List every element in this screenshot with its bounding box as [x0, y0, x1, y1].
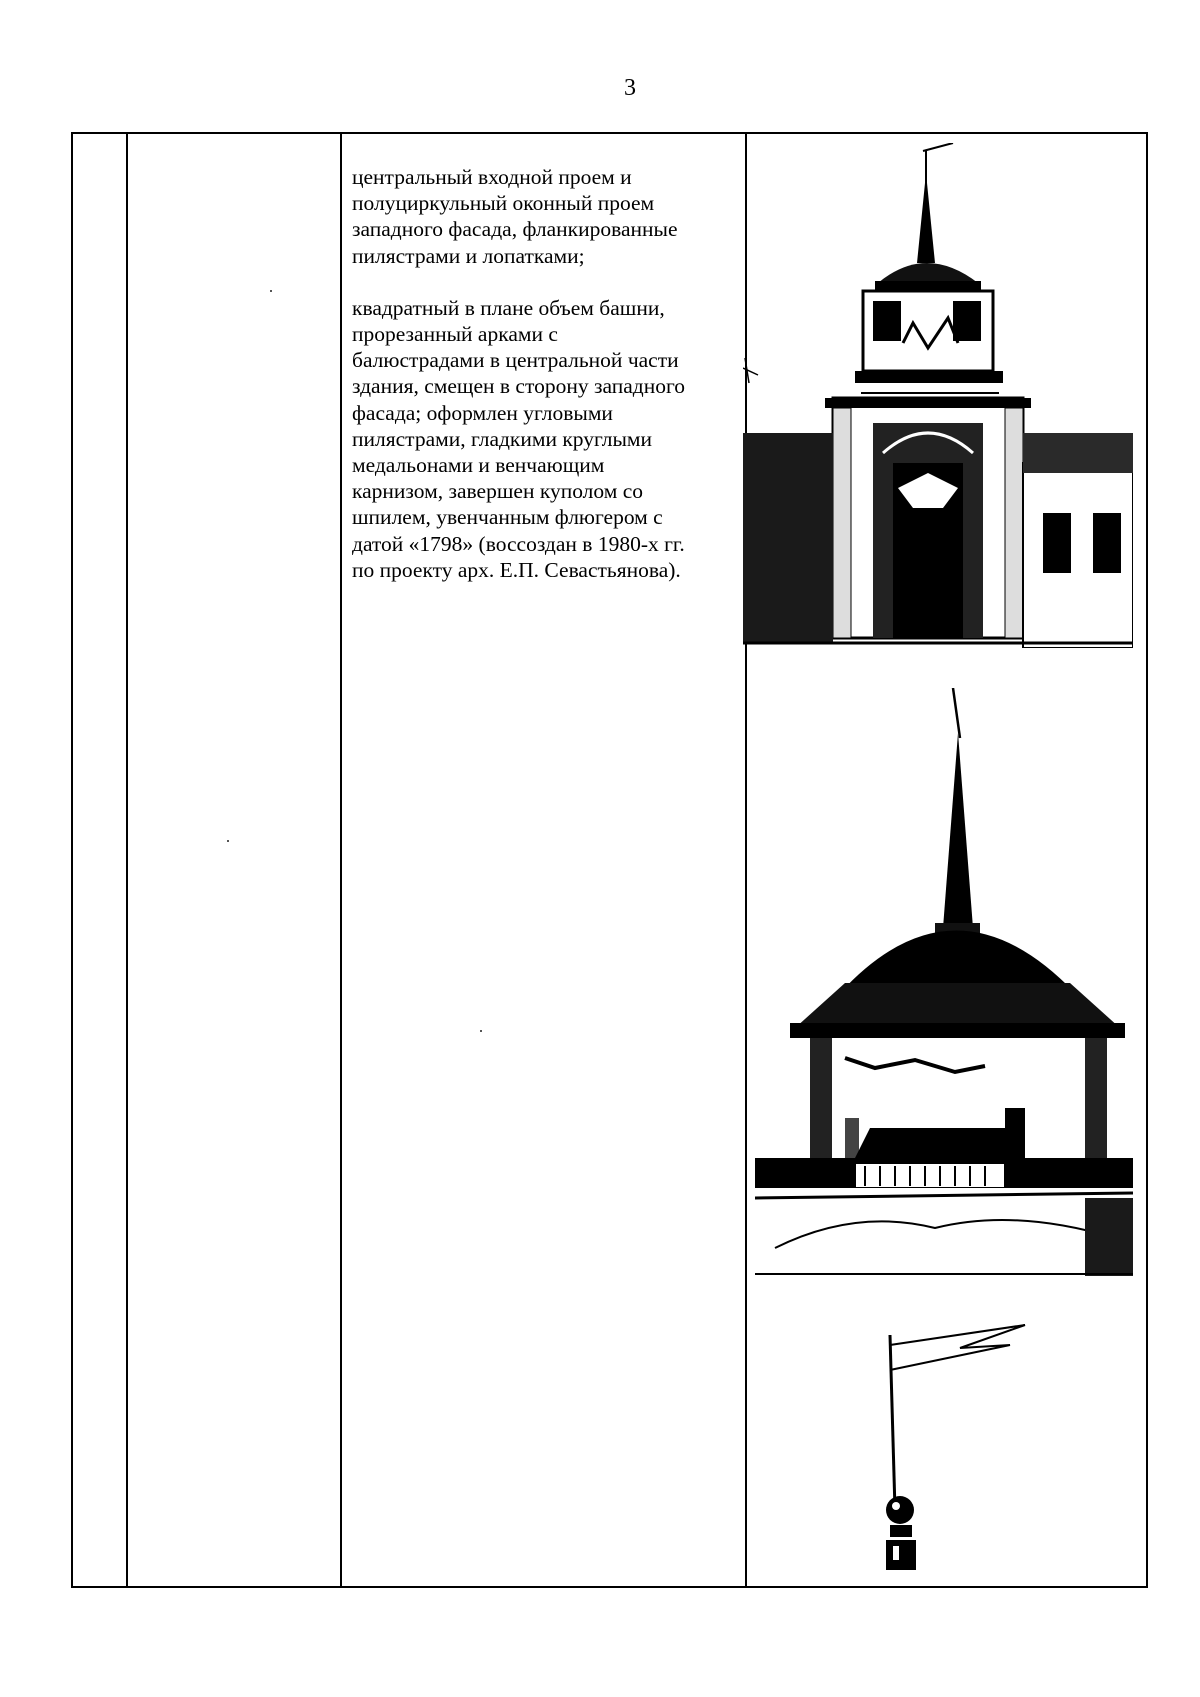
scan-speck [227, 840, 229, 842]
description-paragraph: квадратный в плане объем башни, прорезанный арками с балюстрадами в центральной части здания, смещен в сторону западного фасада; оформлен угловыми пилястрами, гладкими круглыми медальонами и венчающим карнизом, завершен куполом со шпилем, увенчанным флюгером с датой «1798» (воссоздан в 1980-х гг. по проекту арх. Е.П. Севастьянова). [352, 295, 685, 582]
tower-facade-photo [743, 143, 1133, 648]
description-paragraph: центральный входной проем и полуциркульный оконный проем западного фасада, фланкированные пилястрами и лопатками; [352, 165, 678, 268]
table-col-line-3 [340, 132, 342, 1587]
dome-spire-photo [755, 688, 1133, 1276]
table-col-line-1 [71, 132, 73, 1587]
page-number: 3 [624, 75, 636, 101]
table-col-line-5 [1146, 132, 1148, 1587]
table-bottom-border [71, 1586, 1148, 1588]
table-top-border [71, 132, 1148, 134]
table-col-line-2 [126, 132, 128, 1587]
scan-speck [270, 290, 272, 292]
description-cell [352, 164, 742, 609]
scan-speck [480, 1030, 482, 1032]
weathervane-photo [860, 1320, 1040, 1570]
